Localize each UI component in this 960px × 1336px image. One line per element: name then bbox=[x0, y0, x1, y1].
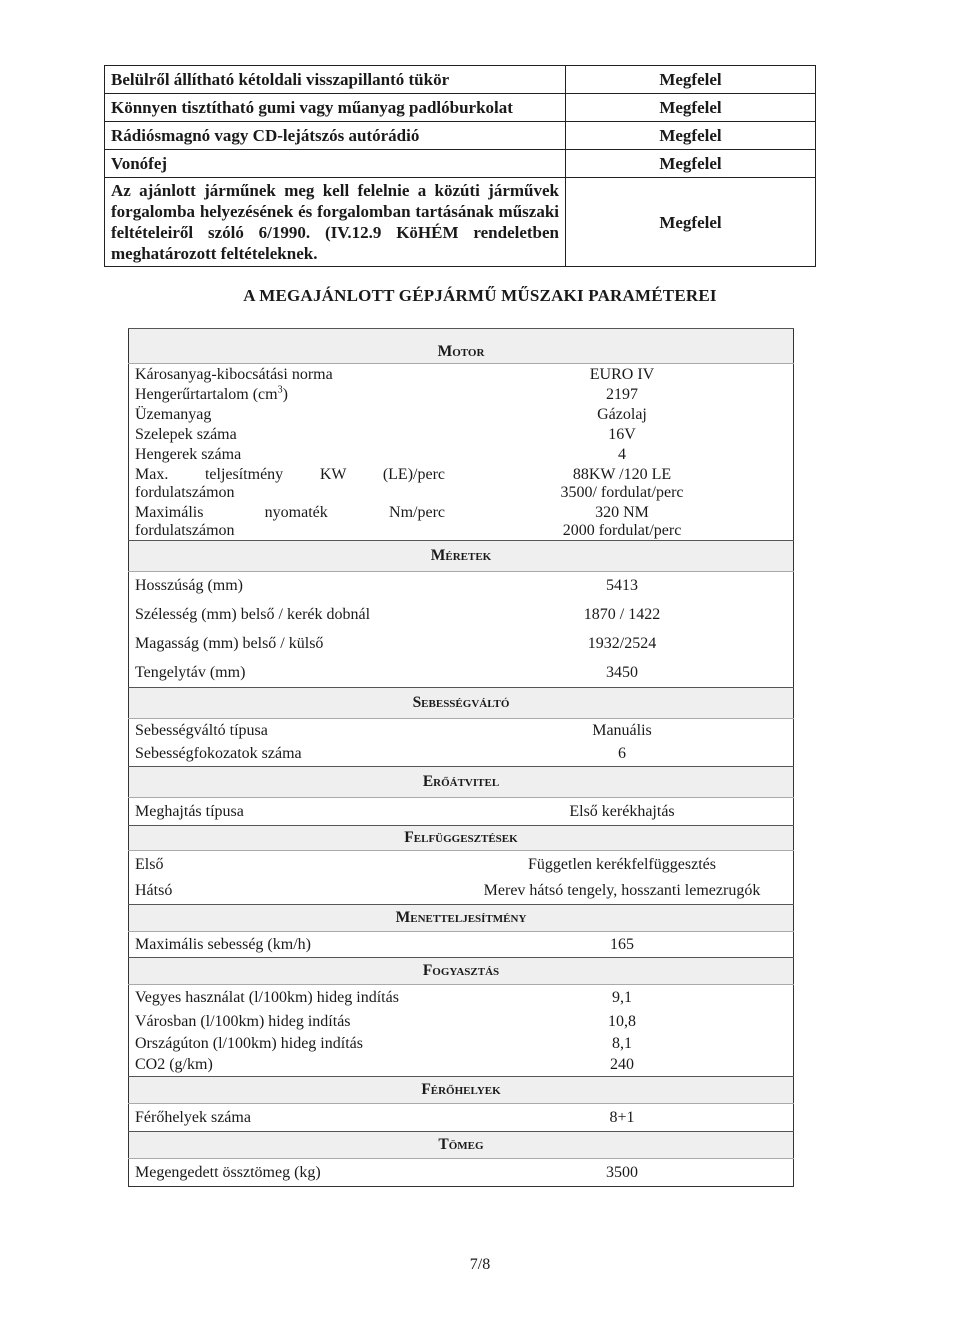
param-value-line: 88KW /120 LE bbox=[572, 466, 672, 483]
param-label-line: fordulatszámon bbox=[135, 522, 235, 539]
param-label: Meghajtás típusa bbox=[135, 802, 244, 820]
param-value: 16V bbox=[608, 426, 636, 443]
param-value: 6 bbox=[618, 745, 626, 763]
section-header-motor bbox=[129, 329, 794, 364]
param-value: 165 bbox=[610, 935, 634, 953]
param-label: Üzemanyag bbox=[135, 406, 212, 423]
param-label: Szelepek száma bbox=[135, 426, 237, 443]
param-value: 2197 bbox=[606, 386, 638, 403]
section-header-dimensions bbox=[129, 541, 794, 572]
param-label: CO2 (g/km) bbox=[135, 1056, 213, 1074]
requirement-text: Vonófej bbox=[105, 150, 566, 178]
requirement-row bbox=[105, 178, 816, 267]
page-number: 7/8 bbox=[469, 1256, 491, 1273]
param-row bbox=[129, 1033, 794, 1055]
param-row bbox=[129, 743, 794, 767]
param-label: Hátsó bbox=[135, 882, 173, 900]
param-row bbox=[129, 384, 794, 404]
param-value: EURO IV bbox=[589, 366, 655, 383]
param-value: Manuális bbox=[592, 721, 652, 739]
requirements-table bbox=[104, 65, 816, 267]
param-row bbox=[129, 798, 794, 826]
section-header-label: Menetteljesítmény bbox=[395, 909, 527, 926]
param-label-line: Maximális nyomaték Nm/perc bbox=[135, 504, 445, 521]
section-header-gearbox bbox=[129, 688, 794, 719]
param-value: 10,8 bbox=[608, 1012, 636, 1030]
param-row bbox=[129, 502, 794, 541]
param-value bbox=[451, 464, 794, 502]
requirement-row bbox=[105, 66, 816, 94]
param-value: 4 bbox=[618, 446, 626, 463]
param-label-end: ) bbox=[282, 386, 288, 403]
section-header-label: Erőátvitel bbox=[422, 773, 500, 790]
param-value: 3450 bbox=[606, 663, 638, 681]
section-header-weight bbox=[129, 1132, 794, 1159]
param-row bbox=[129, 1159, 794, 1187]
param-row bbox=[129, 424, 794, 444]
requirement-status: Megfelel bbox=[566, 66, 816, 94]
param-label-text: Hengerűrtartalom (cm bbox=[135, 386, 278, 403]
section-header-consumption bbox=[129, 958, 794, 985]
requirement-row bbox=[105, 150, 816, 178]
param-value: 5413 bbox=[606, 577, 638, 595]
param-row bbox=[129, 444, 794, 464]
param-row bbox=[129, 985, 794, 1011]
param-row bbox=[129, 1104, 794, 1132]
param-value-line: 320 NM bbox=[595, 504, 649, 521]
section-header-seating bbox=[129, 1077, 794, 1104]
section-title: A MEGAJÁNLOTT GÉPJÁRMŰ MŰSZAKI PARAMÉTEREI bbox=[243, 286, 717, 305]
param-label: Első bbox=[135, 855, 164, 873]
param-label: Károsanyag-kibocsátási norma bbox=[135, 366, 333, 383]
section-header-drivetrain bbox=[129, 767, 794, 798]
param-value: Gázolaj bbox=[597, 406, 647, 423]
param-label: Hosszúság (mm) bbox=[135, 577, 243, 595]
param-value: 8+1 bbox=[609, 1108, 635, 1126]
param-value: Független kerékfelfüggesztés bbox=[528, 855, 716, 873]
param-row bbox=[129, 879, 794, 905]
param-value: Első kerékhajtás bbox=[569, 802, 675, 820]
section-header-suspension bbox=[129, 826, 794, 851]
param-label: Városban (l/100km) hideg indítás bbox=[135, 1012, 351, 1030]
param-label: Vegyes használat (l/100km) hideg indítás bbox=[135, 988, 399, 1006]
param-row bbox=[129, 404, 794, 424]
param-row bbox=[129, 572, 794, 601]
requirement-status: Megfelel bbox=[566, 94, 816, 122]
param-label: Hengerek száma bbox=[135, 446, 242, 463]
param-label: Férőhelyek száma bbox=[135, 1108, 251, 1126]
param-row bbox=[129, 719, 794, 743]
param-label: Tengelytáv (mm) bbox=[135, 663, 246, 681]
param-row bbox=[129, 364, 794, 385]
param-value: 1870 / 1422 bbox=[583, 606, 661, 623]
param-value: 3500 bbox=[606, 1163, 638, 1181]
param-row bbox=[129, 464, 794, 502]
param-value bbox=[451, 502, 794, 541]
requirement-status: Megfelel bbox=[566, 150, 816, 178]
param-label: Szélesség (mm) belső / kerék dobnál bbox=[135, 606, 371, 623]
param-row bbox=[129, 659, 794, 688]
section-header-label: Méretek bbox=[430, 547, 492, 564]
section-header-performance bbox=[129, 905, 794, 932]
section-header-label: Sebességváltó bbox=[412, 694, 510, 711]
param-row bbox=[129, 851, 794, 879]
requirement-row bbox=[105, 122, 816, 150]
param-label: Sebességváltó típusa bbox=[135, 721, 268, 739]
param-value-line: 2000 fordulat/perc bbox=[562, 522, 682, 539]
param-label bbox=[129, 464, 452, 502]
requirement-status: Megfelel bbox=[566, 178, 816, 267]
requirement-row bbox=[105, 94, 816, 122]
param-label: Országúton (l/100km) hideg indítás bbox=[135, 1034, 363, 1052]
section-header-label: Fogyasztás bbox=[422, 962, 500, 979]
param-label-line: Max. teljesítmény KW (LE)/perc bbox=[135, 466, 445, 483]
param-row bbox=[129, 1011, 794, 1033]
param-value-line: 3500/ fordulat/perc bbox=[560, 484, 684, 501]
param-label: Magasság (mm) belső / külső bbox=[135, 635, 324, 652]
param-label bbox=[129, 384, 452, 404]
requirement-text: Könnyen tisztítható gumi vagy műanyag padlóburkolat bbox=[105, 94, 566, 122]
param-label: Sebességfokozatok száma bbox=[135, 745, 302, 763]
param-value: 9,1 bbox=[612, 988, 632, 1006]
section-header-label: Tömeg bbox=[438, 1136, 484, 1153]
param-value: 8,1 bbox=[612, 1034, 632, 1052]
requirement-status: Megfelel bbox=[566, 122, 816, 150]
param-label-line: fordulatszámon bbox=[135, 484, 235, 501]
requirement-text: Az ajánlott járműnek meg kell felelnie a közúti járművek forgalomba helyezésének és forgalomban tartásának műszaki feltételeiről szóló 6/1990. (IV.12.9 KöHÉM rendeletben meghatározott feltételeknek. bbox=[105, 178, 566, 267]
section-header-label: Motor bbox=[437, 343, 485, 360]
param-row bbox=[129, 932, 794, 958]
param-label-superscript: 3 bbox=[277, 384, 283, 396]
param-label: Maximális sebesség (km/h) bbox=[135, 935, 311, 953]
param-label: Megengedett össztömeg (kg) bbox=[135, 1163, 321, 1181]
param-value: Merev hátsó tengely, hosszanti lemezrugók bbox=[483, 882, 761, 900]
section-header-label: Felfüggesztések bbox=[404, 829, 518, 846]
param-row bbox=[129, 630, 794, 659]
section-header-label: Férőhelyek bbox=[421, 1081, 501, 1098]
requirement-text: Rádiósmagnó vagy CD-lejátszós autórádió bbox=[105, 122, 566, 150]
param-row bbox=[129, 1055, 794, 1077]
param-value: 1932/2524 bbox=[587, 635, 657, 652]
technical-parameters-table bbox=[128, 328, 794, 1187]
requirement-text: Belülről állítható kétoldali visszapillantó tükör bbox=[105, 66, 566, 94]
param-row bbox=[129, 601, 794, 630]
param-value: 240 bbox=[610, 1056, 634, 1074]
param-label bbox=[129, 502, 452, 541]
